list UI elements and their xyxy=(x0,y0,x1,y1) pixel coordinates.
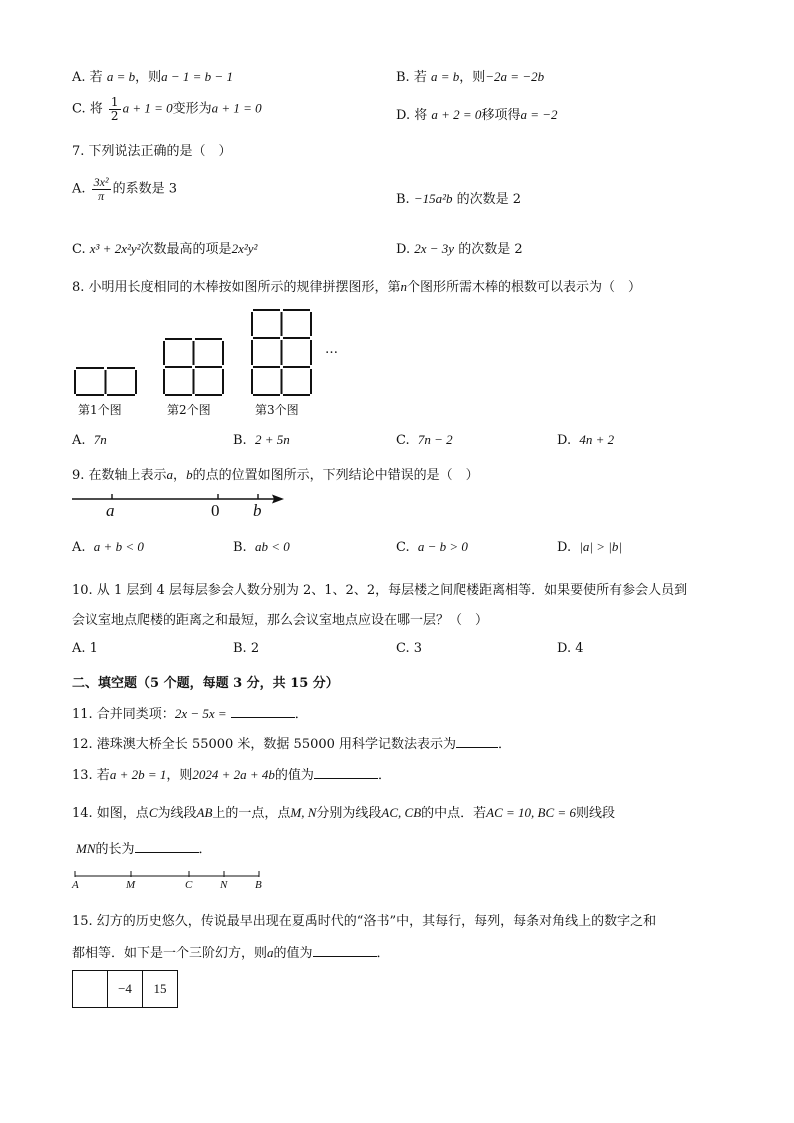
q8-option-c[interactable]: C. 7n − 2 xyxy=(396,432,453,448)
figure-1 xyxy=(75,368,136,395)
q15-line-2: 都相等．如下是一个三阶幻方，则a的值为 ． xyxy=(72,945,390,961)
point-m-label: M xyxy=(126,879,136,891)
answer-blank[interactable] xyxy=(456,736,498,748)
point-c-label: C xyxy=(185,879,193,891)
answer-blank[interactable] xyxy=(135,841,199,853)
magic-square xyxy=(72,970,178,1008)
q9-option-c[interactable]: C. a − b > 0 xyxy=(396,539,468,555)
q10-option-b[interactable]: B. 2 xyxy=(233,641,260,656)
fraction: $\frac{\text{3x²}}{\pi}$ xyxy=(93,175,109,203)
q12: 12. 港珠澳大桥全长 55000 米，数据 55000 用科学记数法表示为 ． xyxy=(72,737,512,752)
q6-option-d[interactable]: D. 将 a + 2 = 0移项得a = −2 xyxy=(396,107,558,123)
q7-option-d[interactable]: D. 2x − 3y 的次数是 2 xyxy=(396,241,523,257)
q8-stem: 8. 小明用长度相同的木棒按如图所示的规律拼摆图形，第n个图形所需木棒的根数可以表示为（ ） xyxy=(72,279,642,295)
point-b-label: B xyxy=(255,879,262,891)
q10-option-c[interactable]: C. 3 xyxy=(396,641,423,656)
answer-blank[interactable] xyxy=(231,706,295,718)
fraction: $\frac{1}{2}$ xyxy=(110,95,119,123)
figure-3 xyxy=(252,310,311,395)
q7-option-a[interactable]: A. $\frac{\text{3x²}}{\pi}$ 的系数是 3 xyxy=(72,175,178,203)
q10-option-d[interactable]: D. 4 xyxy=(557,641,584,656)
answer-blank[interactable] xyxy=(314,767,378,779)
caption-figure-2: 第2个图 xyxy=(167,403,211,417)
q7-stem: 7. 下列说法正确的是（ ） xyxy=(72,144,232,159)
axis-label-a: a xyxy=(106,501,115,520)
q15-line-1: 15. 幻方的历史悠久，传说最早出现在夏禹时代的“洛书”中，其每行，每列，每条对角线上的数字之和 xyxy=(72,914,657,929)
q14-line-2: MN的长为 ． xyxy=(76,841,212,857)
q7-option-b[interactable]: B. −15a²b 的次数是 2 xyxy=(396,191,522,207)
q9-option-a[interactable]: A. a + b < 0 xyxy=(72,539,144,555)
q6-option-c[interactable]: C. 将 $\frac{1}{2}$ a + 1 = 0变形为a + 1 = 0 xyxy=(72,95,262,123)
q14-segment-diagram xyxy=(72,868,267,880)
q8-option-d[interactable]: D. 4n + 2 xyxy=(557,432,615,448)
axis-label-b: b xyxy=(253,501,262,520)
q8-option-a[interactable]: A. 7n xyxy=(72,432,107,448)
q9-stem: 9. 在数轴上表示a，b的点的位置如图所示，下列结论中错误的是（ ） xyxy=(72,467,479,483)
q10-line-2: 会议室地点爬楼的距离之和最短，那么会议室地点应设在哪一层？（ ） xyxy=(72,613,489,628)
magic-square-cell xyxy=(73,971,108,1008)
q9-option-b[interactable]: B. ab < 0 xyxy=(233,539,290,555)
point-n-label: N xyxy=(220,879,228,891)
q8-ellipsis: … xyxy=(325,342,338,357)
q6-option-b[interactable]: B. 若 a = b，则−2a = −2b xyxy=(396,69,545,85)
caption-figure-3: 第3个图 xyxy=(255,403,299,417)
section-heading: 二、填空题（5 个题，每题 3 分，共 15 分） xyxy=(72,676,339,691)
magic-square-cell: −4 xyxy=(108,971,143,1008)
q13: 13. 若a + 2b = 1，则2024 + 2a + 4b的值为 ． xyxy=(72,767,391,783)
q8-option-b[interactable]: B. 2 + 5n xyxy=(233,432,290,448)
caption-figure-1: 第1个图 xyxy=(78,403,122,417)
q10-line-1: 10. 从 1 层到 4 层每层参会人数分别为 2、1、2、2，每层楼之间爬楼距离相等．如果要使所有参会人员到 xyxy=(72,583,688,598)
q6-option-a[interactable]: A. 若 a = b，则a − 1 = b − 1 xyxy=(72,69,233,85)
answer-blank[interactable] xyxy=(313,945,377,957)
axis-label-zero: 0 xyxy=(211,501,220,520)
figure-2 xyxy=(164,339,223,395)
point-a-label: A xyxy=(72,879,79,891)
q14-line-1: 14. 如图，点C为线段AB上的一点，点M, N分别为线段AC, CB的中点．若AC = 10, BC = 6则线段 xyxy=(72,805,615,821)
q7-option-c[interactable]: C. x³ + 2x²y²次数最高的项是2x²y² xyxy=(72,241,258,257)
q10-option-a[interactable]: A. 1 xyxy=(72,641,98,656)
q11: 11. 合并同类项：2x − 5x = ． xyxy=(72,706,308,722)
magic-square-cell: 15 xyxy=(143,971,178,1008)
q8-stick-figures xyxy=(70,306,350,398)
q9-option-d[interactable]: D. |a| > |b| xyxy=(557,539,622,555)
